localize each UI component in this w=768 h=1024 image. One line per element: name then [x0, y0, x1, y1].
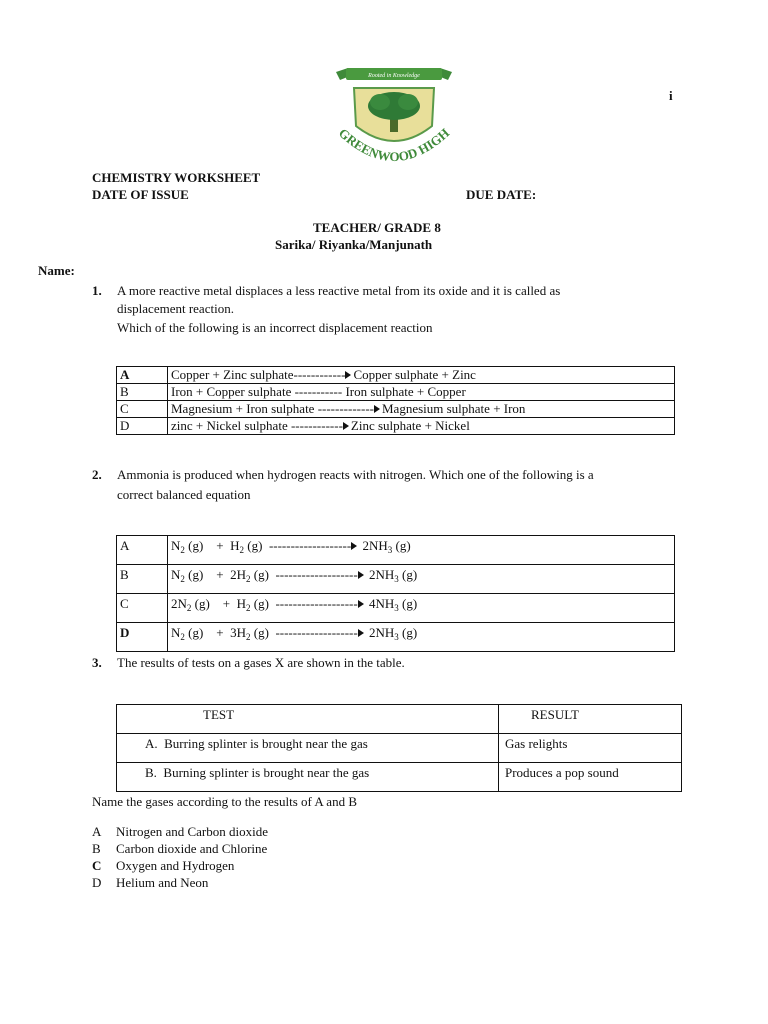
eq-part: 2NH: [365, 625, 395, 640]
eq-part: N: [171, 625, 181, 640]
equation: [168, 594, 675, 623]
option-label: C: [117, 401, 168, 418]
option-text: Helium and Neon: [116, 875, 209, 890]
option-result: Copper sulphate + Zinc: [353, 367, 476, 382]
question-prompt: Name the gases according to the results of A and B: [92, 794, 357, 809]
test-text: Burning splinter is brought near the gas: [163, 765, 370, 780]
eq-part: 2NH: [365, 567, 395, 582]
option-text: Copper + Zinc sulphate------------: [171, 367, 346, 382]
eq-subscript: 3: [387, 545, 393, 555]
option-label: A: [117, 536, 168, 565]
table-row: [117, 367, 675, 384]
arrow-icon: [351, 542, 357, 550]
arrow-icon: [345, 371, 351, 379]
option-label: B: [117, 565, 168, 594]
column-header-result: [499, 705, 682, 734]
equation: [168, 565, 675, 594]
arrow-icon: [358, 571, 364, 579]
eq-subscript: 2: [180, 632, 185, 642]
eq-subscript: 2: [246, 603, 251, 613]
eq-part: (g) -------------------: [244, 538, 352, 553]
eq-subscript: 3: [394, 603, 399, 613]
table-row: [117, 763, 682, 792]
eq-part: 2N: [171, 596, 187, 611]
teacher-grade: TEACHER/ GRADE 8: [313, 220, 441, 235]
result-cell: Produces a pop sound: [499, 763, 682, 792]
question-text: displacement reaction.: [117, 301, 234, 316]
eq-part: 2NH: [359, 538, 388, 553]
option-text: Iron + Copper sulphate ----------- Iron sulphate + Copper: [168, 384, 675, 401]
table-row: [117, 565, 675, 594]
question-text: The results of tests on a gases X are shown in the table.: [117, 655, 405, 670]
column-header-label: RESULT: [531, 707, 579, 722]
eq-part: 4NH: [365, 596, 395, 611]
arrow-icon: [374, 405, 380, 413]
school-logo: [332, 66, 456, 170]
eq-subscript: 3: [394, 574, 399, 584]
arrow-icon: [343, 422, 349, 430]
question-text: Ammonia is produced when hydrogen reacts with nitrogen. Which one of the following is a: [117, 467, 594, 482]
column-header-test: [117, 705, 499, 734]
eq-subscript: 3: [394, 632, 399, 642]
eq-part: N: [171, 538, 181, 553]
eq-part: (g): [398, 567, 418, 582]
eq-subscript: 2: [180, 574, 185, 584]
eq-subscript: 2: [186, 603, 192, 613]
option-label: A: [117, 367, 168, 384]
options-table: [116, 366, 675, 435]
test-text: Burring splinter is brought near the gas: [164, 736, 368, 751]
equation: [168, 623, 675, 652]
eq-part: (g) + H: [184, 538, 240, 553]
eq-subscript: 2: [246, 574, 251, 584]
logo-name: GREENWOOD HIGH: [335, 125, 453, 165]
table-row: [117, 384, 675, 401]
question-number: 2.: [92, 467, 102, 482]
table-row: [117, 734, 682, 763]
table-row: [117, 705, 682, 734]
eq-part: (g): [398, 625, 418, 640]
option-text: [168, 367, 675, 384]
option-result: Magnesium sulphate + Iron: [381, 401, 526, 416]
eq-part: (g) + H: [191, 596, 247, 611]
eq-part: (g) -------------------: [250, 596, 358, 611]
option-label: D: [117, 418, 168, 435]
result-cell: Gas relights: [499, 734, 682, 763]
option-label: D: [92, 875, 102, 890]
question-text: Which of the following is an incorrect displacement reaction: [117, 320, 433, 335]
row-label: B.: [145, 765, 157, 780]
eq-part: (g) + 2H: [184, 567, 247, 582]
eq-subscript: 2: [246, 632, 251, 642]
test-cell: [117, 734, 499, 763]
option-label: C: [92, 858, 102, 873]
question-text: A more reactive metal displaces a less reactive metal from its oxide and it is called as: [117, 283, 561, 298]
table-row: [117, 594, 675, 623]
arrow-icon: [358, 600, 364, 608]
equations-table: [116, 535, 675, 652]
results-table: [116, 704, 682, 792]
name-label: Name:: [38, 263, 75, 278]
equation: [168, 536, 675, 565]
option-label: D: [117, 623, 168, 652]
option-label: B: [117, 384, 168, 401]
teacher-names: Sarika/ Riyanka/Manjunath: [275, 237, 433, 252]
option-text: Oxygen and Hydrogen: [116, 858, 235, 873]
question-text: correct balanced equation: [117, 487, 251, 502]
eq-part: (g) -------------------: [250, 567, 358, 582]
option-text: Magnesium + Iron sulphate -------------: [171, 401, 374, 416]
option-result: Zinc sulphate + Nickel: [350, 418, 470, 433]
arrow-icon: [358, 629, 364, 637]
eq-subscript: 2: [180, 545, 185, 555]
eq-part: (g) -------------------: [250, 625, 358, 640]
table-row: [117, 401, 675, 418]
option-text: zinc + Nickel sulphate ------------: [171, 418, 343, 433]
option-label: B: [92, 841, 101, 856]
worksheet-title: CHEMISTRY WORKSHEET: [92, 170, 261, 185]
table-row: [117, 536, 675, 565]
logo-motto: Rooted in Knowledge: [368, 73, 420, 79]
table-row: [117, 623, 675, 652]
option-label: C: [117, 594, 168, 623]
question-number: 3.: [92, 655, 102, 670]
test-cell: [117, 763, 499, 792]
row-label: A.: [145, 736, 158, 751]
eq-part: (g): [392, 538, 411, 553]
question-number: 1.: [92, 283, 102, 298]
column-header-label: TEST: [203, 707, 235, 722]
eq-part: (g): [398, 596, 418, 611]
due-date-label: DUE DATE:: [466, 187, 537, 202]
page-marker: i: [669, 88, 673, 103]
table-row: [117, 418, 675, 435]
option-text: Carbon dioxide and Chlorine: [116, 841, 268, 856]
date-of-issue-label: DATE OF ISSUE: [92, 187, 189, 202]
option-text: [168, 401, 675, 418]
eq-part: N: [171, 567, 181, 582]
option-text: Nitrogen and Carbon dioxide: [116, 824, 268, 839]
option-text: [168, 418, 675, 435]
eq-part: (g) + 3H: [184, 625, 247, 640]
option-label: A: [92, 824, 102, 839]
eq-subscript: 2: [239, 545, 245, 555]
